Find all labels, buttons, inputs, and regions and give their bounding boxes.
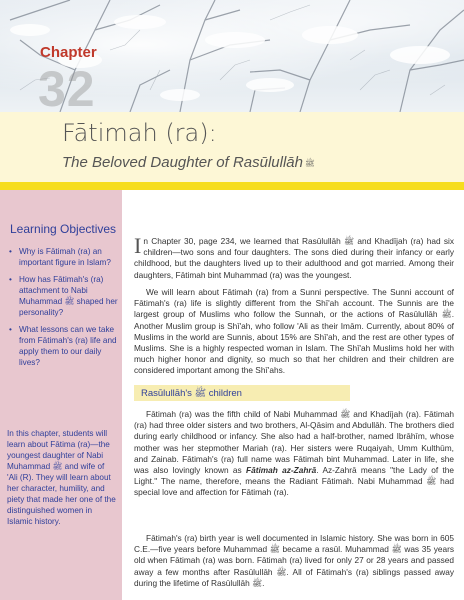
children-paragraph — [134, 409, 454, 499]
chapter-label: Chapter — [40, 44, 97, 61]
az-zahra-term: Fātimah az-Zahrā — [246, 465, 317, 476]
chapter-subtitle — [62, 154, 317, 171]
objective-item: • Why is Fātimah (ra) an important figure in Islam? — [7, 246, 119, 268]
children-paragraph-text-b: . Az-Zahrā means "the Lady of the Light." The name, therefore, means the Radiant Fātimah. Nabi Muhammad ﷺ had special love and affection for Fātimah (ra). — [134, 465, 455, 498]
section-heading: Rasūlullāh's ﷺ children — [141, 388, 242, 399]
saw-honorific-icon: ﷺ — [304, 158, 315, 168]
sidebar-summary: In this chapter, students will learn about Fātima (ra)—the youngest daughter of Nabi Muhammad ﷺ and wife of 'Ali (R). They will learn about her character, humility, and piety that made her one of the distinguished women in Islamic history. — [7, 429, 116, 526]
objective-item: • How has Fātimah's (ra) attachment to Nabi Muhammad ﷺ shaped her personality? — [7, 274, 119, 318]
objectives-list — [7, 246, 119, 374]
intro-paragraph — [134, 233, 454, 281]
intro-paragraph-text: n Chapter 30, page 234, we learned that Rasūlullāh ﷺ and Khadījah (ra) had six children—two sons and four daughters. The sons died during their infancy or early childhood, but the daughters lived up to their adulthood and got married. Among their daughters, Fātimah bint Muhammad (ra) was the youngest. — [134, 236, 454, 280]
objective-item: • What lessons can we take from Fātimah's (ra) life and apply them to our daily lives? — [7, 324, 119, 368]
sunni-perspective-paragraph: We will learn about Fātimah (ra) from a Sunni perspective. The Sunni account of Fātimah's (ra) life is slightly different from the Shī'ah account. The Sunnis are the largest group of Muslims who follow the Sunnah, or the actions of Rasūlullāh ﷺ. Another Muslim group is Shī'ah, who follow 'Ali as their Imām. Currently, about 80% of Muslims in the world are Sunnis, about 15% are Shī'ah, and the rest are other types of Muslims. She is a highly respected woman in Islam. The Shī'ah Muslims hold her with much higher honor and dignity, so much so that her children and their children are considered important among the Shī'ahs. — [134, 287, 454, 376]
title-divider-bar — [0, 182, 464, 190]
snowy-trees-banner — [0, 0, 464, 112]
children-paragraph-text-a: Fātimah (ra) was the fifth child of Nabi Muhammad ﷺ and Khadījah (ra). Fātimah (ra) had three older sisters and two brothers, Al-Qāsim and Abdullāh. The brothers died during early childhood or infancy. She also had a half-brother, named Ibrāhīm, whose mother was her stepmother Mariah (ra). Her sisters were Ruqaiyah, Umm Kulthūm, and Zainab. Fātimah's (ra) full name was Fātimah bint Muhammad. Later in life, she was also lovingly known as — [134, 409, 454, 476]
chapter-number: 32 — [38, 61, 96, 112]
sidebar-heading: Learning Objectives — [10, 222, 117, 236]
drop-cap: I — [134, 233, 142, 258]
chapter-title: Fātimah (ra): — [62, 119, 217, 147]
chapter-subtitle-text: The Beloved Daughter of Rasūlullāh — [62, 154, 303, 171]
birth-paragraph: Fātimah's (ra) birth year is well documented in Islamic history. She was born in 605 C.E.—five years before Muhammad ﷺ became a rasūl. Muhammad ﷺ was 35 years old when Fātimah (ra) was born. Fātimah (ra) lived for only 27 or 28 years and passed away a few months after Rasūlullāh ﷺ. All of Fātimah's (ra) siblings passed away during the lifetime of Rasūlullāh ﷺ. — [134, 533, 455, 588]
